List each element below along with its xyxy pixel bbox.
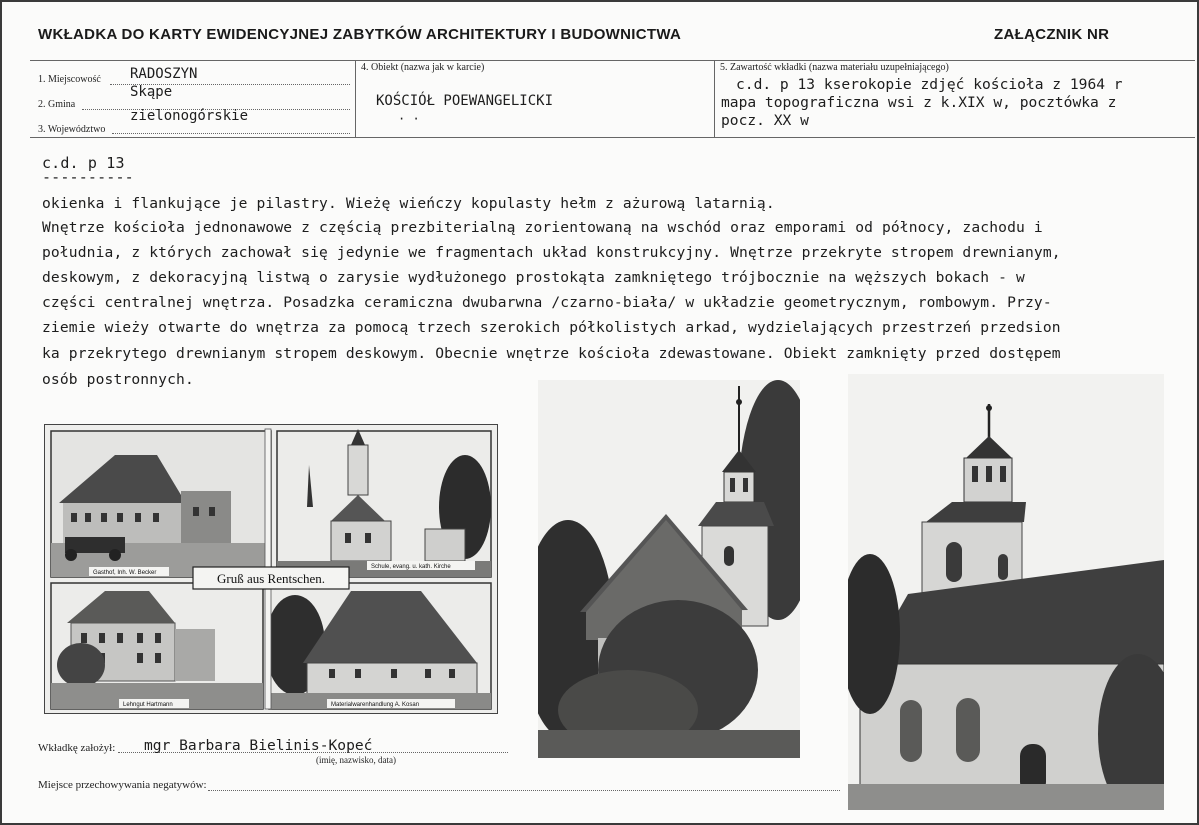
form-top-rule: [30, 60, 1195, 61]
object-label: 4. Obiekt (nazwa jak w karcie): [361, 62, 485, 73]
annex-label: ZAŁĄCZNIK NR: [994, 26, 1110, 43]
body-line-5: części centralnej wnętrza. Posadzka ceramiczna dwubarwna /czarno-biała/ w układzie geometrycznym, rombowym. Przy-: [42, 294, 1052, 311]
author-value: mgr Barbara Bielinis-Kopeć: [144, 737, 373, 754]
voivodeship-dotline: [112, 133, 350, 134]
body-heading: c.d. p 13: [42, 154, 125, 172]
column-divider-2: [714, 60, 715, 137]
form-bottom-rule: [30, 137, 1195, 138]
storage-label: Miejsce przechowywania negatywów:: [38, 779, 207, 791]
postcard-caption-2: Schule, evang. u. kath. Kirche: [371, 564, 451, 570]
body-line-2: Wnętrze kościoła jednonawowe z częścią prezbiterialną zorientowaną na wschód oraz emporami od północy, zachodu i: [42, 219, 1043, 236]
contents-line-1: c.d. p 13 kserokopie zdjęć kościoła z 1964 r: [736, 76, 1123, 93]
storage-dotline: [208, 790, 840, 791]
form-title: WKŁADKA DO KARTY EWIDENCYJNEJ ZABYTKÓW ARCHITEKTURY I BUDOWNICTWA: [38, 26, 682, 43]
postcard-caption-3: Lehngut Hartmann: [123, 702, 173, 708]
contents-label: 5. Zawartość wkładki (nazwa materiału uzupełniającego): [720, 62, 949, 73]
postcard-caption-4: Materialwarenhandlung A. Kosan: [331, 702, 420, 708]
locality-label: 1. Miejscowość: [38, 74, 101, 85]
author-label: Wkładkę założył:: [38, 742, 116, 754]
object-value: KOŚCIÓŁ POEWANGELICKI: [376, 93, 554, 109]
church-photo-1964-b: [848, 374, 1164, 810]
postcard-greeting: Gruß aus Rentschen.: [217, 571, 325, 586]
author-hint: (imię, nazwisko, data): [316, 755, 396, 765]
body-line-4: deskowym, z dekoracyjną listwą o zarysie wydłużonego prostokąta zamkniętego trójbocznie na węższych bokach - w: [42, 269, 1025, 286]
postcard-photo: [44, 424, 498, 714]
column-divider-1: [355, 60, 356, 137]
municipality-value: Skąpe: [130, 84, 173, 100]
body-line-6: ziemie wieży otwarte do wnętrza za pomocą trzech szerokich półkolistych arkad, wydzielających przestrzeń przedsion: [42, 319, 1061, 336]
church-photo-1964-a: [538, 380, 800, 758]
object-marks: · ·: [398, 112, 420, 126]
postcard-caption-1: Gasthof, Inh. W. Becker: [93, 570, 157, 576]
municipality-label: 2. Gmina: [38, 99, 76, 110]
body-line-7: ka przekrytego drewnianym stropem deskowym. Obecnie wnętrze kościoła zdewastowane. Obiekt zamknięty przed dostępem: [42, 345, 1061, 362]
voivodeship-value: zielonogórskie: [130, 108, 249, 124]
body-heading-underline: ----------: [42, 168, 134, 186]
voivodeship-label: 3. Województwo: [38, 124, 106, 135]
locality-value: RADOSZYN: [130, 66, 198, 82]
body-line-1: okienka i flankujące je pilastry. Wieżę wieńczy kopulasty hełm z ażurową latarnią.: [42, 195, 775, 212]
body-line-3: południa, z których zachował się jedynie we fragmentach układ konstrukcyjny. Wnętrze przekryte stropem drewnianym,: [42, 244, 1061, 261]
contents-line-2: mapa topograficzna wsi z k.XIX w, pocztówka z: [721, 94, 1117, 111]
contents-line-3: pocz. XX w: [721, 112, 809, 129]
body-line-8: osób postronnych.: [42, 371, 194, 388]
